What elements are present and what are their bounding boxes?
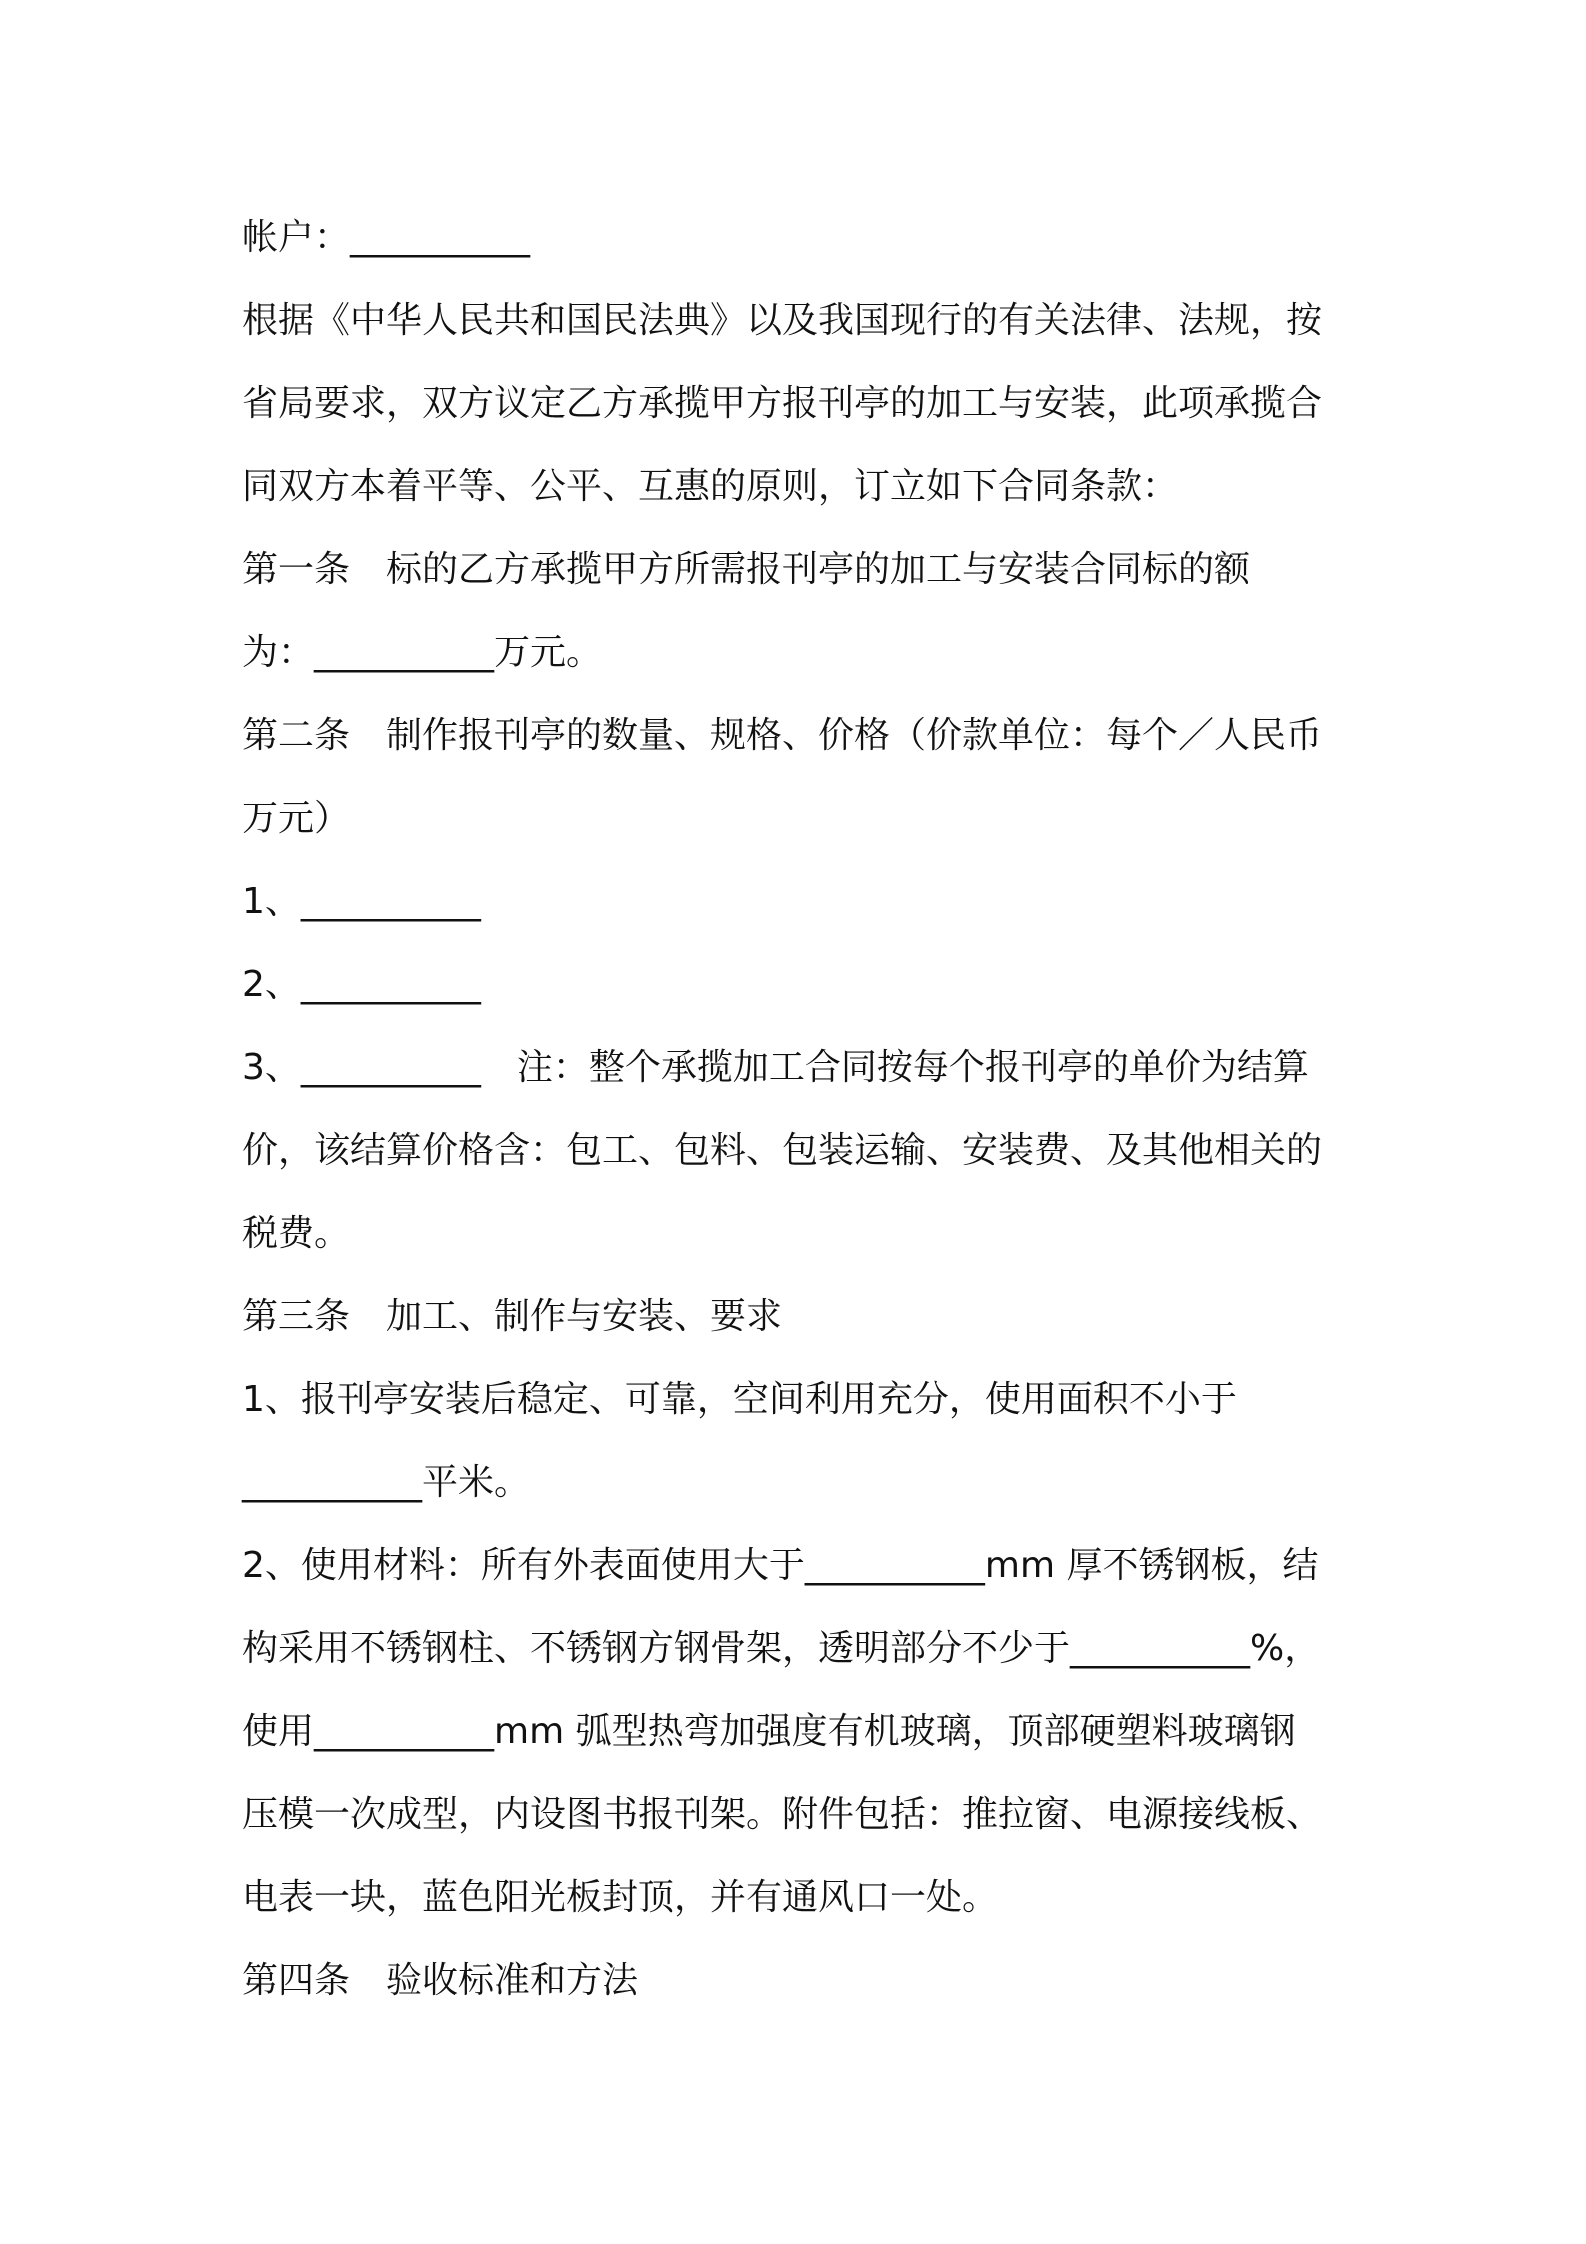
article-3-item-2-line-4: 压模一次成型，内设图书报刊架。附件包括：推拉窗、电源接线板、 [242, 1794, 1323, 1835]
article-2-heading-cont: 万元） [242, 798, 351, 839]
document-body [242, 196, 1352, 2022]
article-2-note-line-3: 税费。 [242, 1213, 351, 1254]
article-1-line-2: 为：__________万元。 [242, 632, 603, 673]
account-line: 帐户：__________ [242, 217, 531, 258]
preamble-line-2: 省局要求，双方议定乙方承揽甲方报刊亭的加工与安装，此项承揽合 [242, 383, 1323, 424]
article-3-item-2-line-5: 电表一块，蓝色阳光板封顶，并有通风口一处。 [242, 1877, 999, 1918]
article-3-item-1-line-2: __________平米。 [242, 1462, 531, 1503]
article-2-note-line-2: 价，该结算价格含：包工、包料、包装运输、安装费、及其他相关的 [242, 1130, 1323, 1171]
article-4-heading: 第四条 验收标准和方法 [242, 1960, 639, 2001]
preamble-line-3: 同双方本着平等、公平、互惠的原则，订立如下合同条款： [242, 466, 1179, 507]
article-2-heading: 第二条 制作报刊亭的数量、规格、价格（价款单位：每个／人民币 [242, 715, 1323, 756]
article-3-item-2-line-1: 2、使用材料：所有外表面使用大于__________mm 厚不锈钢板，结 [242, 1545, 1319, 1586]
article-3-item-2-line-2: 构采用不锈钢柱、不锈钢方钢骨架，透明部分不少于__________%， [242, 1628, 1321, 1669]
article-3-item-2-line-3: 使用__________mm 弧型热弯加强度有机玻璃，顶部硬塑料玻璃钢 [242, 1711, 1296, 1752]
article-3-heading: 第三条 加工、制作与安装、要求 [242, 1296, 783, 1337]
article-2-item-1: 1、__________ [242, 881, 481, 922]
article-2-item-2: 2、__________ [242, 964, 481, 1005]
article-1-line-1: 第一条 标的乙方承揽甲方所需报刊亭的加工与安装合同标的额 [242, 549, 1251, 590]
article-2-item-3: 3、__________ 注：整个承揽加工合同按每个报刊亭的单价为结算 [242, 1047, 1309, 1088]
preamble-line-1: 根据《中华人民共和国民法典》以及我国现行的有关法律、法规，按 [242, 300, 1323, 341]
article-3-item-1-line-1: 1、报刊亭安装后稳定、可靠，空间利用充分，使用面积不小于 [242, 1379, 1237, 1420]
